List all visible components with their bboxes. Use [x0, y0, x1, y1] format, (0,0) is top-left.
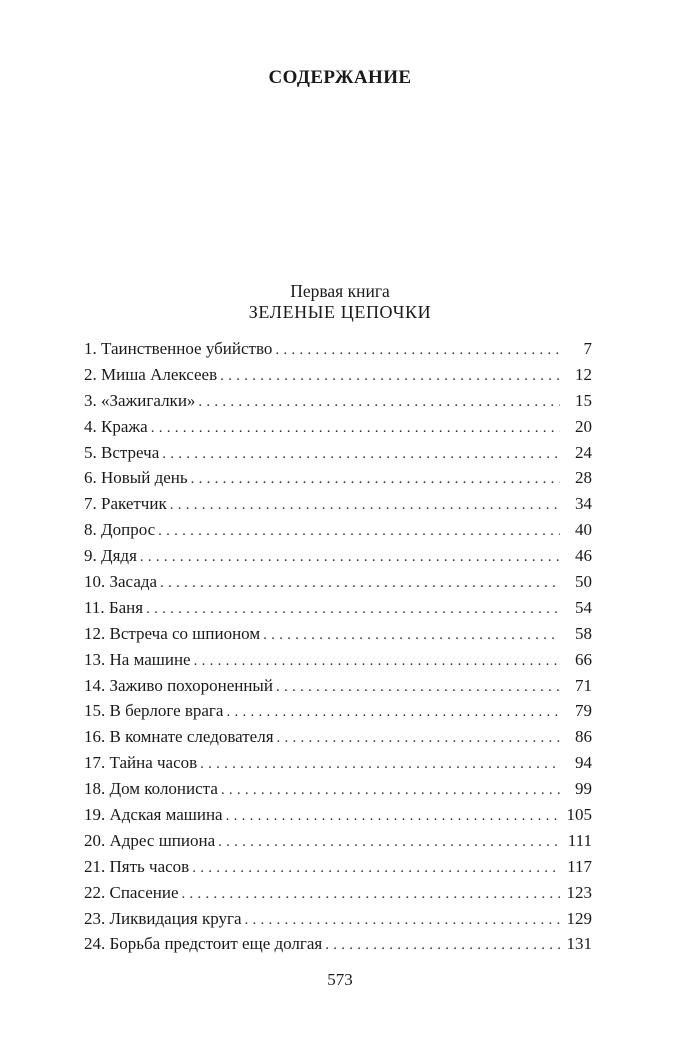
toc-entry-title: 5. Встреча [84, 442, 160, 462]
toc-entry [84, 854, 592, 880]
toc-entry-page: 111 [567, 830, 592, 850]
toc-entry-page: 15 [575, 390, 592, 410]
dot-leader [245, 908, 560, 934]
dot-leader [170, 493, 560, 519]
dot-leader [158, 519, 560, 545]
toc-entry-title: 6. Новый день [84, 468, 188, 488]
toc-entry-title: 9. Дядя [84, 546, 137, 566]
toc-entry-page: 66 [575, 649, 592, 669]
dot-leader [146, 597, 560, 623]
toc-entry-page: 94 [575, 753, 592, 773]
dot-leader [198, 390, 560, 416]
toc-entry-page: 7 [583, 339, 592, 358]
table-of-contents [84, 336, 592, 957]
toc-entry-page: 12 [575, 364, 592, 384]
toc-entry-title: 1. Таинственное убийство [84, 339, 273, 358]
toc-entry-title: 3. «Зажигалки» [84, 390, 196, 410]
toc-entry-title: 2. Миша Алексеев [84, 364, 218, 384]
toc-entry-page: 58 [575, 623, 592, 643]
dot-leader [277, 726, 560, 752]
dot-leader [182, 882, 560, 908]
toc-entry-title: 20. Адрес шпиона [84, 830, 216, 850]
toc-entry [84, 880, 592, 906]
toc-entry [84, 362, 592, 388]
dot-leader [226, 700, 560, 726]
toc-entry-page: 99 [575, 779, 592, 799]
toc-entry-title: 18. Дом колониста [84, 779, 218, 799]
toc-entry-title: 12. Встреча со шпионом [84, 623, 261, 643]
toc-entry-title: 8. Допрос [84, 520, 156, 540]
toc-entry-page: 105 [566, 805, 592, 825]
dot-leader [263, 623, 560, 649]
toc-entry-title: 11. Баня [84, 597, 144, 617]
book-title: ЗЕЛЕНЫЕ ЦЕПОЧКИ [248, 302, 432, 322]
toc-entry-title: 16. В комнате следователя [84, 727, 274, 747]
dot-leader [191, 467, 560, 493]
toc-entry-page: 129 [566, 908, 592, 928]
toc-entry-title: 4. Кража [84, 416, 148, 436]
page-number: 573 [327, 970, 353, 989]
toc-entry-page: 20 [575, 416, 592, 436]
toc-entry [84, 776, 592, 802]
toc-entry [84, 414, 592, 440]
dot-leader [192, 856, 560, 882]
toc-entry-title: 15. В берлоге врага [84, 701, 224, 721]
dot-leader [162, 442, 560, 468]
dot-leader [220, 364, 560, 390]
toc-entry [84, 750, 592, 776]
toc-entry-title: 17. Тайна часов [84, 753, 198, 773]
toc-entry-page: 123 [566, 882, 592, 902]
dot-leader [160, 571, 560, 597]
toc-entry-title: 13. На машине [84, 649, 191, 669]
toc-entry-title: 19. Адская машина [84, 805, 223, 825]
toc-entry [84, 569, 592, 595]
toc-entry-page: 117 [567, 856, 592, 876]
toc-entry-page: 46 [575, 546, 592, 566]
dot-leader [151, 416, 560, 442]
toc-entry-page: 54 [575, 597, 592, 617]
toc-entry-title: 7. Ракетчик [84, 494, 167, 514]
dot-leader [140, 545, 560, 571]
toc-entry [84, 698, 592, 724]
toc-entry-page: 24 [575, 442, 592, 462]
toc-entry [84, 595, 592, 621]
toc-entry [84, 543, 592, 569]
toc-entry-title: 23. Ликвидация круга [84, 908, 242, 928]
toc-entry [84, 440, 592, 466]
toc-entry-page: 34 [575, 494, 592, 514]
dot-leader [276, 675, 560, 701]
dot-leader [194, 649, 560, 675]
toc-entry-title: 21. Пять часов [84, 856, 190, 876]
toc-entry [84, 906, 592, 932]
dot-leader [325, 933, 560, 959]
toc-entry [84, 517, 592, 543]
toc-entry [84, 336, 592, 362]
dot-leader [275, 338, 560, 364]
dot-leader [221, 778, 560, 804]
dot-leader [200, 752, 560, 778]
toc-entry-title: 22. Спасение [84, 882, 179, 902]
toc-entry-page: 40 [575, 520, 592, 540]
toc-entry [84, 388, 592, 414]
toc-entry [84, 828, 592, 854]
toc-entry-page: 28 [575, 468, 592, 488]
toc-entry [84, 621, 592, 647]
toc-entry [84, 647, 592, 673]
toc-entry [84, 673, 592, 699]
toc-entry-title: 14. Заживо похороненный [84, 675, 273, 695]
toc-entry [84, 491, 592, 517]
dot-leader [218, 830, 560, 856]
toc-entry [84, 802, 592, 828]
toc-entry-title: 24. Борьба предстоит еще долгая [84, 934, 323, 954]
toc-entry-page: 79 [575, 701, 592, 721]
book-label: Первая книга [290, 281, 390, 301]
dot-leader [226, 804, 560, 830]
toc-entry-page: 131 [566, 934, 592, 954]
toc-entry [84, 465, 592, 491]
toc-entry-page: 50 [575, 572, 592, 592]
toc-entry-page: 71 [575, 675, 592, 695]
page-heading: СОДЕРЖАНИЕ [268, 67, 412, 88]
toc-entry [84, 931, 592, 957]
toc-entry-page: 86 [575, 727, 592, 747]
toc-entry [84, 724, 592, 750]
toc-entry-title: 10. Засада [84, 572, 158, 592]
